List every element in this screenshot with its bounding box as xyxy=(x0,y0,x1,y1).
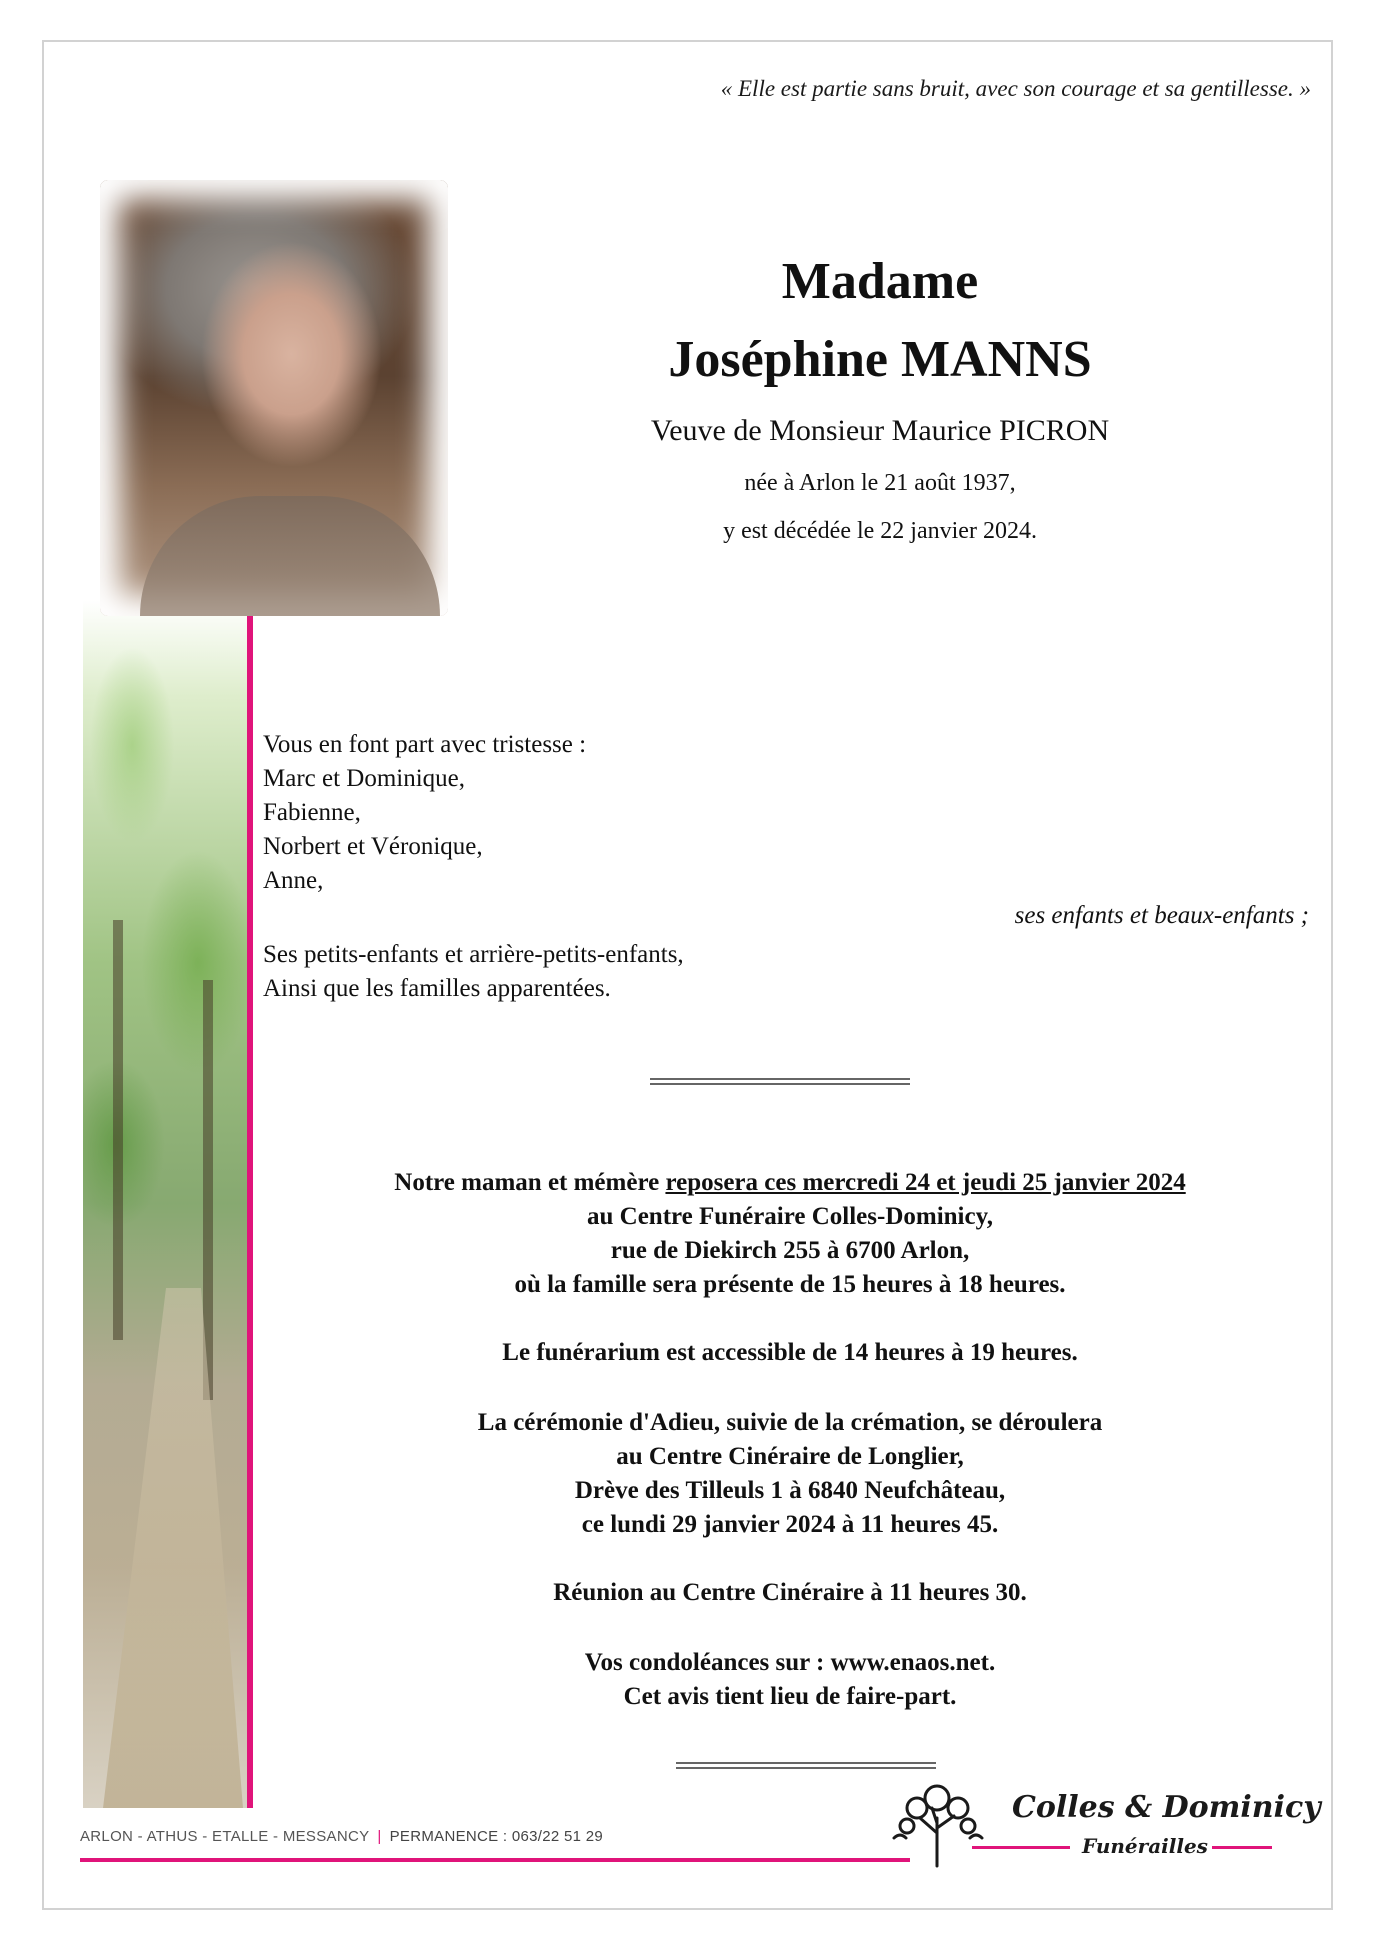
forest-path-image xyxy=(83,600,247,1808)
access-hours: Le funérarium est accessible de 14 heures à 19 heures. xyxy=(502,1339,1078,1366)
ceremony-line: au Centre Cinéraire de Longlier, xyxy=(616,1443,964,1470)
footer-permanence: PERMANENCE : 063/22 51 29 xyxy=(389,1828,604,1845)
accent-bar xyxy=(247,600,253,1808)
title-madame: Madame xyxy=(781,253,979,310)
tree-trunk xyxy=(113,920,123,1340)
family-child: Fabienne, xyxy=(263,799,361,826)
footer-accent-line xyxy=(80,1858,910,1862)
closing-lines xyxy=(260,1646,1320,1714)
footer-separator: | xyxy=(377,1828,382,1845)
section-divider xyxy=(676,1762,936,1769)
epitaph-quote: « Elle est partie sans bruit, avec son courage et sa gentillesse. » xyxy=(720,76,1311,101)
tree-logo-icon xyxy=(882,1778,992,1868)
spouse-line: Veuve de Monsieur Maurice PICRON xyxy=(650,414,1110,447)
family-others xyxy=(263,938,684,1006)
ceremony-details xyxy=(260,1406,1320,1542)
rest-line: au Centre Funéraire Colles-Dominicy, xyxy=(587,1203,993,1230)
ceremony-line: La cérémonie d'Adieu, suivie de la crémation, se déroulera xyxy=(477,1409,1103,1436)
brand-subtitle: Funérailles xyxy=(1082,1834,1208,1858)
visitation-details xyxy=(260,1166,1320,1302)
reunion-line: Réunion au Centre Cinéraire à 11 heures 30. xyxy=(553,1579,1027,1606)
company-logo xyxy=(882,1778,1321,1868)
rest-line: rue de Diekirch 255 à 6700 Arlon, xyxy=(610,1237,970,1264)
ceremony-line: ce lundi 29 janvier 2024 à 11 heures 45. xyxy=(581,1511,999,1538)
family-intro: Vous en font part avec tristesse : xyxy=(263,731,587,758)
condolences-line: Vos condoléances sur : www.enaos.net. xyxy=(584,1649,996,1676)
death-line: y est décédée le 22 janvier 2024. xyxy=(723,518,1037,544)
family-child: Anne, xyxy=(263,867,324,894)
logo-accent-line xyxy=(972,1846,1070,1849)
section-divider xyxy=(650,1078,910,1085)
footer-contact xyxy=(80,1828,603,1845)
forest-path xyxy=(103,1288,243,1808)
family-child: Marc et Dominique, xyxy=(263,765,466,792)
rest-dates: reposera ces mercredi 24 et jeudi 25 janvier 2024 xyxy=(665,1169,1186,1196)
portrait-photo xyxy=(100,180,448,616)
family-other: Ses petits-enfants et arrière-petits-enfants, xyxy=(263,941,684,968)
family-announcement xyxy=(263,728,586,898)
rest-prefix: Notre maman et mémère xyxy=(394,1169,666,1196)
notice-line: Cet avis tient lieu de faire-part. xyxy=(623,1683,957,1710)
deceased-name: Joséphine MANNS xyxy=(668,331,1092,388)
ceremony-line: Drève des Tilleuls 1 à 6840 Neufchâteau, xyxy=(574,1477,1006,1504)
brand-name: Colles & Dominicy xyxy=(1012,1790,1321,1825)
children-label: ses enfants et beaux-enfants ; xyxy=(1014,902,1309,929)
logo-accent-line xyxy=(1212,1846,1272,1849)
birth-line: née à Arlon le 21 août 1937, xyxy=(744,470,1016,496)
family-other: Ainsi que les familles apparentées. xyxy=(263,975,611,1002)
rest-line: où la famille sera présente de 15 heures à 18 heures. xyxy=(514,1271,1066,1298)
family-child: Norbert et Véronique, xyxy=(263,833,483,860)
rest-line xyxy=(260,1166,1320,1200)
portrait-shoulder xyxy=(140,496,440,616)
footer-locations: ARLON - ATHUS - ETALLE - MESSANCY xyxy=(80,1828,370,1845)
